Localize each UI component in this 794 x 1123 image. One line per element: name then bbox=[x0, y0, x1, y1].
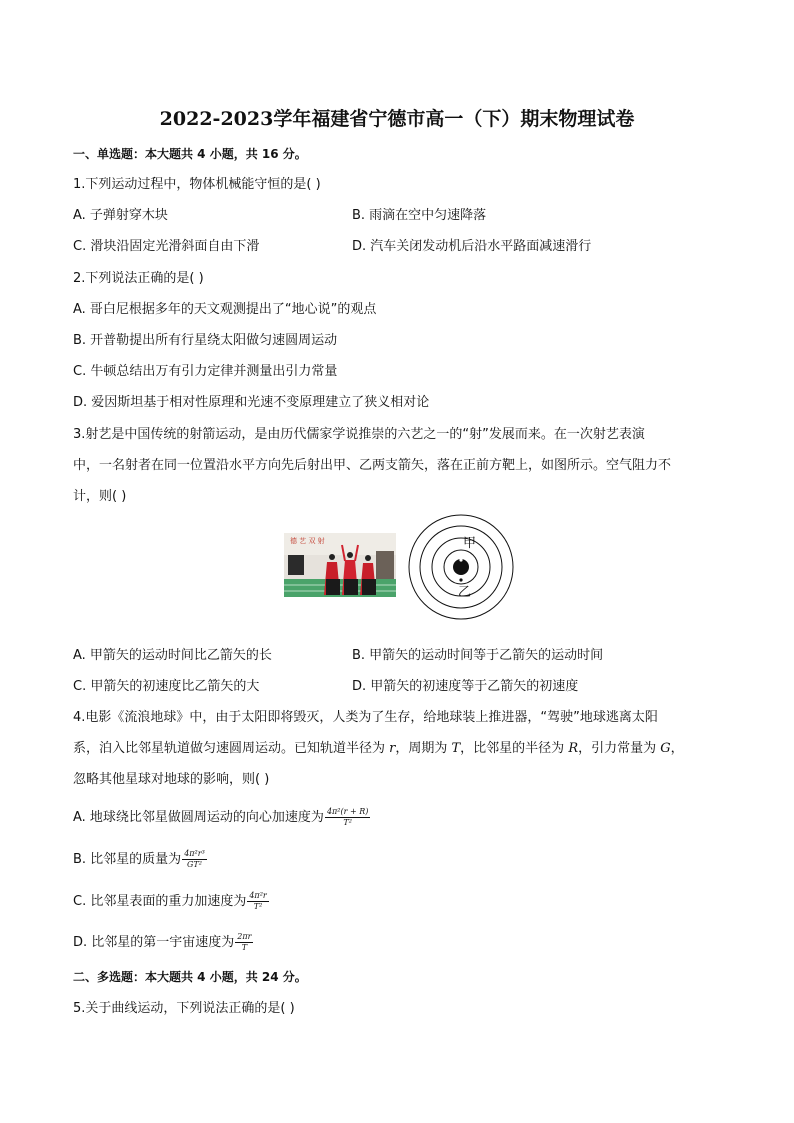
question-3-option-d[interactable]: D. 甲箭矢的初速度等于乙箭矢的初速度 bbox=[352, 679, 579, 694]
fraction-numerator: 4π²r bbox=[249, 891, 267, 900]
archery-target-diagram bbox=[406, 512, 516, 622]
q4-line2-part-d: ，引力常量为 bbox=[578, 741, 661, 756]
q4-option-b-fraction bbox=[182, 849, 207, 870]
var-r: r bbox=[389, 741, 396, 756]
question-1-option-b[interactable]: B. 雨滴在空中匀速降落 bbox=[352, 208, 487, 223]
question-3-option-b[interactable]: B. 甲箭矢的运动时间等于乙箭矢的运动时间 bbox=[352, 648, 604, 663]
question-4-option-d[interactable] bbox=[73, 932, 253, 953]
q4-option-a-text: A. 地球绕比邻星做圆周运动的向心加速度为 bbox=[73, 810, 324, 825]
question-1-stem: 1.下列运动过程中，物体机械能守恒的是( ) bbox=[73, 177, 321, 192]
question-4-stem-line-1: 4.电影《流浪地球》中，由于太阳即将毁灭，人类为了生存，给地球装上推进器，“驾驶”地球逃离太阳 bbox=[73, 710, 658, 725]
q4-line2-part-e: ， bbox=[670, 741, 684, 756]
question-4-stem-line-2 bbox=[73, 740, 684, 758]
var-G: G bbox=[660, 741, 671, 756]
page-title: 2022-2023学年福建省宁德市高一（下）期末物理试卷 bbox=[159, 108, 635, 130]
question-4-option-b[interactable] bbox=[73, 849, 207, 870]
question-3-stem-line-2: 中，一名射者在同一位置沿水平方向先后射出甲、乙两支箭矢，落在正前方靶上，如图所示。空气阻力不 bbox=[73, 458, 672, 473]
arrow-jia-hit bbox=[459, 558, 462, 561]
var-T: T bbox=[451, 741, 461, 756]
question-3-option-c[interactable]: C. 甲箭矢的初速度比乙箭矢的大 bbox=[73, 679, 260, 694]
question-3-stem-line-1: 3.射艺是中国传统的射箭运动，是由历代儒家学说推崇的六艺之一的“射”发展而来。在一次射艺表演 bbox=[73, 427, 645, 442]
q4-option-d-fraction bbox=[235, 932, 253, 953]
question-2-option-d[interactable]: D. 爱因斯坦基于相对性原理和光速不变原理建立了狭义相对论 bbox=[73, 395, 430, 410]
section-heading-single-choice: 一、单选题：本大题共 4 小题，共 16 分。 bbox=[73, 147, 307, 161]
q4-option-a-fraction bbox=[325, 807, 370, 828]
question-1-option-c[interactable]: C. 滑块沿固定光滑斜面自由下滑 bbox=[73, 239, 260, 254]
label-yi: 乙 bbox=[458, 585, 472, 600]
q4-option-c-text: C. 比邻星表面的重力加速度为 bbox=[73, 894, 247, 909]
q4-option-d-text: D. 比邻星的第一宇宙速度为 bbox=[73, 935, 235, 950]
section-heading-multiple-choice: 二、多选题：本大题共 4 小题，共 24 分。 bbox=[73, 970, 307, 984]
question-5-stem: 5.关于曲线运动，下列说法正确的是( ) bbox=[73, 1001, 295, 1016]
fraction-denominator: T bbox=[241, 943, 248, 952]
arrow-yi-hit bbox=[459, 578, 462, 581]
question-1-option-d[interactable]: D. 汽车关闭发动机后沿水平路面减速滑行 bbox=[352, 239, 592, 254]
fraction-numerator: 4π²(r + R) bbox=[326, 807, 369, 816]
fraction-numerator: 2πr bbox=[237, 932, 252, 941]
question-2-option-a[interactable]: A. 哥白尼根据多年的天文观测提出了“地心说”的观点 bbox=[73, 302, 377, 317]
q4-line2-part-c: ，比邻星的半径为 bbox=[460, 741, 569, 756]
question-4-option-c[interactable] bbox=[73, 891, 269, 912]
photo-banner-text: 德 艺 双 射 bbox=[290, 537, 325, 545]
question-2-stem: 2.下列说法正确的是( ) bbox=[73, 271, 204, 286]
q4-line2-part-a: 系，泊入比邻星轨道做匀速圆周运动。已知轨道半径为 bbox=[73, 741, 390, 756]
q4-option-c-fraction bbox=[247, 891, 268, 912]
question-4-option-a[interactable] bbox=[73, 807, 370, 828]
fraction-denominator: T² bbox=[253, 902, 263, 911]
fraction-denominator: GT² bbox=[187, 860, 202, 869]
question-2-option-c[interactable]: C. 牛顿总结出万有引力定律并测量出引力常量 bbox=[73, 364, 338, 379]
var-R: R bbox=[568, 741, 579, 756]
question-2-option-b[interactable]: B. 开普勒提出所有行星绕太阳做匀速圆周运动 bbox=[73, 333, 338, 348]
question-3-stem-line-3: 计，则( ) bbox=[73, 489, 127, 504]
question-3-option-a[interactable]: A. 甲箭矢的运动时间比乙箭矢的长 bbox=[73, 648, 272, 663]
label-jia: 甲 bbox=[463, 536, 477, 551]
fraction-denominator: T² bbox=[343, 818, 352, 827]
question-4-stem-line-3: 忽略其他星球对地球的影响，则( ) bbox=[73, 772, 270, 787]
fraction-numerator: 4π²r³ bbox=[184, 849, 205, 858]
q4-line2-part-b: ，周期为 bbox=[395, 741, 452, 756]
q4-option-b-text: B. 比邻星的质量为 bbox=[73, 852, 182, 867]
archery-performance-photo bbox=[284, 533, 396, 597]
question-1-option-a[interactable]: A. 子弹射穿木块 bbox=[73, 208, 168, 223]
